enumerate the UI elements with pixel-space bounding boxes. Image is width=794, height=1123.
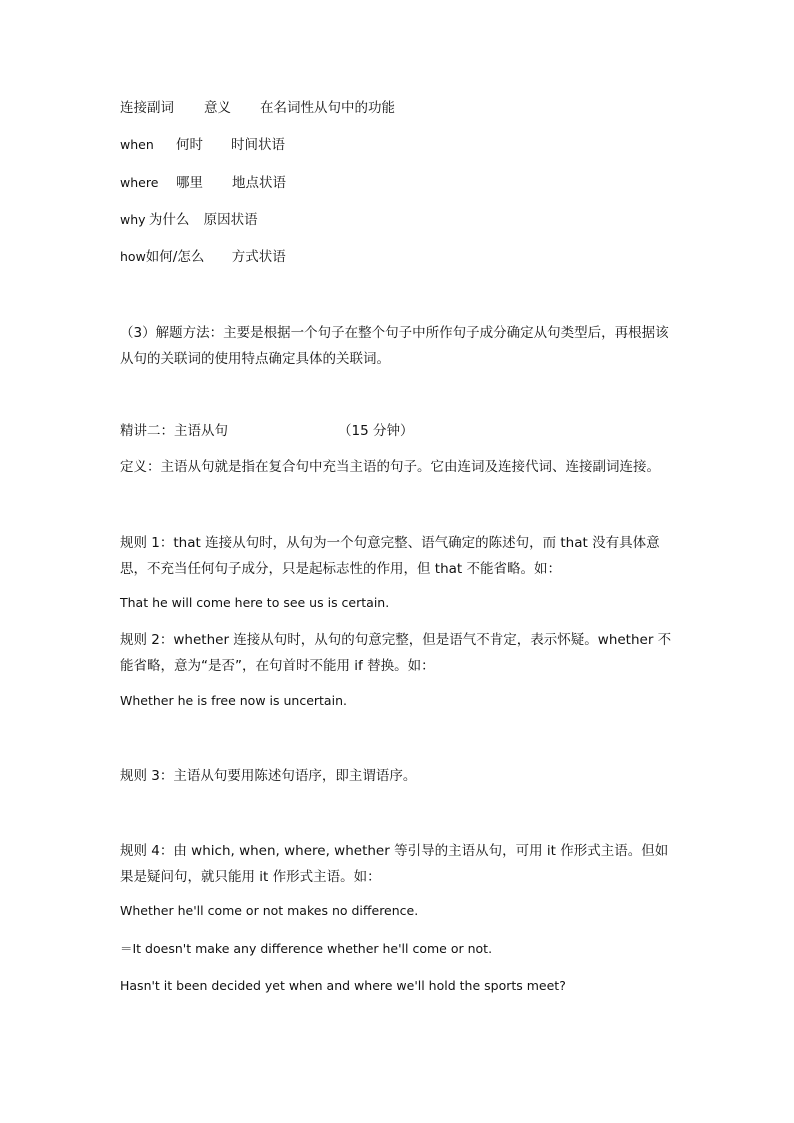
rule-4-example-c: Hasn't it been decided yet when and where we'll hold the sports meet?	[120, 978, 566, 993]
table-row	[120, 207, 258, 233]
header-col-adverb: 连接副词	[120, 100, 174, 116]
rule-4-example-a: Whether he'll come or not makes no difference.	[120, 903, 419, 918]
table-header	[120, 95, 395, 121]
row-function: 地点状语	[232, 175, 286, 191]
row-meaning: 为什么	[148, 212, 190, 228]
rule-4-example-b: ＝It doesn't make any difference whether he'll come or not.	[120, 941, 493, 956]
row-word: when	[120, 137, 154, 152]
header-col-function: 在名词性从句中的功能	[260, 100, 395, 116]
definition-paragraph: 定义：主语从句就是指在复合句中充当主语的句子。它由连词及连接代词、连接副词连接。	[120, 459, 660, 475]
method-paragraph: （3）解题方法：主要是根据一个句子在整个句子中所作句子成分确定从句类型后，再根据该从句的关联词的使用特点确定具体的关联词。	[120, 325, 669, 367]
row-meaning: 如何/怎么	[145, 249, 205, 265]
table-row	[120, 170, 286, 196]
row-function: 时间状语	[231, 137, 285, 153]
rule-2-example: Whether he is free now is uncertain.	[120, 693, 347, 708]
table-row	[120, 132, 285, 158]
rule-3: 规则 3：主语从句要用陈述句语序，即主谓语序。	[120, 768, 417, 784]
section-heading	[120, 418, 413, 444]
rule-1: 规则 1：that 连接从句时，从句为一个句意完整、语气确定的陈述句，而 that 没有具体意思，不充当任何句子成分，只是起标志性的作用，但 that 不能省略。如：	[120, 535, 660, 577]
table-row	[120, 244, 286, 270]
rule-2: 规则 2：whether 连接从句时，从句的句意完整，但是语气不肯定，表示怀疑。whether 不能省略，意为“是否”，在句首时不能用 if 替换。如：	[120, 632, 672, 674]
section-duration: （15 分钟）	[338, 423, 414, 439]
row-function: 方式状语	[231, 249, 286, 265]
row-word: how	[120, 249, 146, 264]
section-title: 精讲二：主语从句	[120, 423, 228, 439]
rule-4: 规则 4：由 which, when, where, whether 等引导的主语从句，可用 it 作形式主语。但如果是疑问句，就只能用 it 作形式主语。如：	[120, 843, 669, 885]
row-meaning: 哪里	[176, 175, 203, 191]
row-word: where	[120, 175, 159, 190]
header-col-meaning: 意义	[204, 100, 231, 116]
row-meaning: 何时	[176, 137, 203, 153]
rule-1-example: That he will come here to see us is certain.	[120, 595, 390, 610]
row-function: 原因状语	[203, 212, 258, 228]
row-word: why	[120, 212, 146, 227]
